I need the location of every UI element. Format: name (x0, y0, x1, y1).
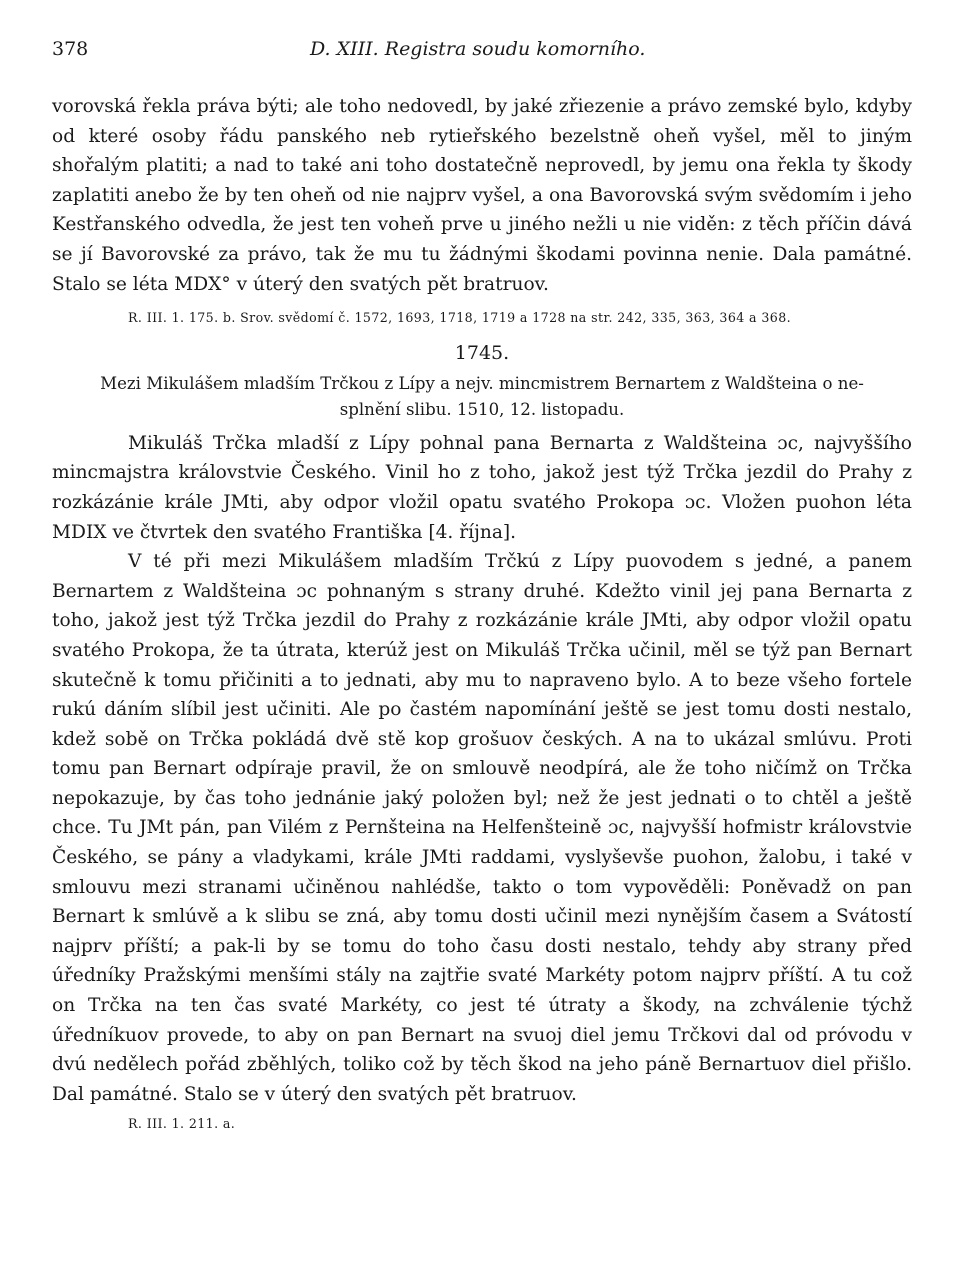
document-paragraph: Mikuláš Trčka mladší z Lípy pohnal pana Bernarta z Waldšteina ɔc, najvyššího mincmajstra královstvie Českého. Vinil ho z toho, jakož jest týž Trčka jezdil do Prahy z rozkázánie krále JMti, aby odpor vložil opatu svatého Prokopa ɔc. Vložen puohon léta MDIX ve čtvrtek den svatého Františka [4. října]. (52, 432, 912, 543)
page (52, 38, 912, 1139)
document-number: 1745. (454, 341, 510, 364)
continuation-paragraph: vorovská řekla práva býti; ale toho nedovedl, by jaké zřiezenie a právo zemské bylo, kdyby od které osoby řádu panského neb rytieřského bezelstně oheň vyšel, měl to jiným shořalým platiti; a nad to také ani toho dostatečně neprovedl, by jemu ona řekla ty škody zaplatiti anebo že by ten oheň od nie najprv vyšel, a ona Bavorovská svým svědomím i jeho Kestřanského odvedla, že jest ten voheň prve u jiného nežli u nie viděn: z těch příčin dává se jí Bavorovské za právo, tak že mu tu žádnými škodami povinna nenie. Dala památné. Stalo se léta MDX° v úterý den svatých pět bratruov. (52, 96, 912, 295)
source-reference: R. III. 1. 175. b. Srov. svědomí č. 1572, 1693, 1718, 1719 a 1728 na str. 242, 335, 363, 364 a 368. (128, 310, 792, 326)
page-number: 378 (52, 38, 89, 60)
body-text (52, 92, 912, 1139)
page-header (52, 38, 912, 68)
document-heading-line: Mezi Mikulášem mladším Trčkou z Lípy a nejv. mincmistrem Bernartem z Waldšteina o ne- (100, 373, 864, 393)
running-title: D. XIII. Registra soudu komorního. (310, 38, 646, 60)
source-reference: R. III. 1. 211. a. (128, 1116, 236, 1132)
document-heading (52, 371, 912, 423)
document-paragraph: V té při mezi Mikulášem mladším Trčkú z Lípy puovodem s jedné, a panem Bernartem z Waldšteina ɔc pohnaným s strany druhé. Kdežto vinil jej pana Bernarta z toho, jakož jest týž Trčka jezdil do Prahy z rozkázánie krále JMti, aby odpor vložil opatu svatého Prokopa, že ta útrata, kterúž jest on Mikuláš Trčka učinil, měl se týž pan Bernart skutečně k tomu přičiniti a to jednati, aby mu to napraveno bylo. A to beze všeho fortele rukú dáním slíbil jest učiniti. Ale po častém napomínání ještě se jest tomu dosti nestalo, kdež sobě on Trčka pokládá dvě stě kop grošuov českých. A na to ukázal smlúvu. Proti tomu pan Bernart odpíraje pravil, že on smlouvě neodpírá, ale že toho ničímž on Trčka nepokazuje, by čas toho jednánie jaký položen byl; než že jest jednati o to chtěl a ještě chce. Tu JMt pán, pan Vilém z Pernšteina na Helfenšteině ɔc, najvyšší hofmistr královstvie Českého, se pány a vladykami, krále JMti raddami, vyslyševše puohon, žalobu, i také v smlouvu mezi stranami učiněnou nahlédše, takto o tom vypověděli: Poněvadž on pan Bernart k smlúvě a k slibu se zná, aby tomu dosti učinil mezi nynějším časem a Svátostí najprv příští; a pak-li by se tomu do toho času dosti nestalo, tehdy aby strany před úředníky Pražskými menšími stály na zajtřie svaté Markéty potom najprv příští. A tu což on Trčka na ten čas svaté Markéty, co jest té útraty a škody, na zchválenie týchž úředníkuov provede, to aby on pan Bernart na svuoj diel jemu Trčkovi dal od próvodu v dvú nedělech pořád zběhlých, toliko což by těch škod na jeho páně Bernartuov diel přišlo. Dal památné. Stalo se v úterý den svatých pět bratruov. (52, 551, 912, 1105)
document-heading-line: splnění slibu. 1510, 12. listopadu. (339, 399, 625, 419)
